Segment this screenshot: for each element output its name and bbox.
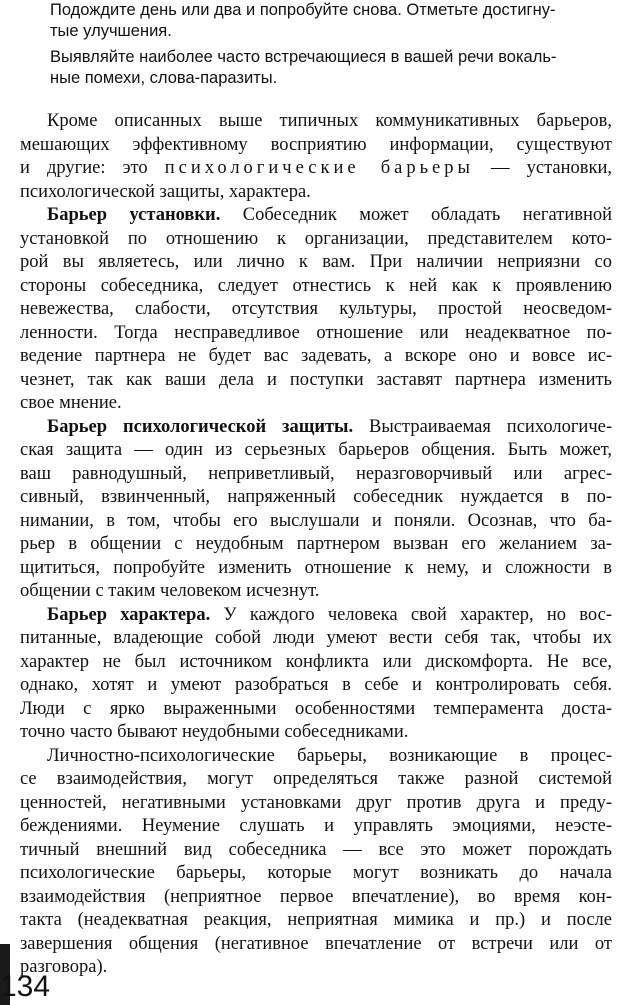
text-line: свое мнение. — [20, 393, 122, 413]
text-line: ская защита — один из серьезных барьеров общения. Быть может, — [20, 440, 612, 460]
text-fragment: У каждого человека свой характер, но вос- — [210, 604, 612, 625]
text-line — [20, 416, 612, 440]
text-line: общении с таким человеком исчезнут. — [20, 581, 320, 601]
emphasized-term: психологические барьеры — [164, 158, 474, 178]
text-line: психологические барьеры, которые могут возникать до начала — [20, 863, 612, 883]
text-line: нимании, в том, чтобы его выслушали и поняли. Осознав, что ба- — [20, 510, 612, 531]
paragraph-heading: Барьер психологической защиты. — [47, 416, 354, 437]
text-line: разговора). — [20, 957, 108, 977]
text-line: чезнет, так как ваши дела и поступки заставят партнера изменить — [20, 369, 612, 390]
text-line: такта (неадекватная реакция, неприятная мимика и пр.) и после — [20, 910, 612, 930]
text-line: характер не был источником конфликта или дискомфорта. Не все, — [20, 651, 612, 672]
text-line: тичный внешний вид собеседника — все это может порождать — [20, 839, 612, 860]
text-line: завершения общения (негативное впечатление от встречи или от — [20, 933, 612, 954]
top-notes — [50, 0, 605, 94]
text-fragment: и другие: это — [20, 158, 165, 178]
text-line: установкой по отношению к организации, представителем кото- — [20, 228, 612, 249]
text-line: Кроме описанных выше типичных коммуникативных барьеров, — [47, 111, 612, 131]
text-line: рьер в общении с неудобным партнером вызван его желанием за- — [20, 534, 612, 554]
text-line: взаимодействия (неприятное первое впечатление), во время кон- — [20, 886, 612, 907]
text-line: точно часто бывают неудобными собеседниками. — [20, 722, 409, 742]
text-line: се взаимодействия, могут определяться также разной системой — [20, 769, 612, 789]
top-note-1: Подождите день или два и попробуйте снова. Отметьте достигну- тые улучшения. — [50, 1, 556, 40]
main-text — [20, 110, 612, 980]
text-fragment: Собеседник может обладать негативной — [220, 205, 612, 225]
text-line: невежества, слабости, отсутствия культуры, простой неосведом- — [20, 299, 612, 319]
text-line: щититься, попробуйте изменить отношение к нему, и сложности в — [20, 557, 612, 578]
text-line — [20, 204, 612, 228]
paragraph-heading: Барьер характера. — [47, 604, 211, 625]
text-line: психологической защиты, характера. — [20, 181, 311, 202]
text-line: ценностей, негативными установками друг против друга и преду- — [20, 792, 612, 813]
text-fragment: — установки, — [473, 158, 612, 178]
text-line: ленности. Тогда несправедливое отношение или неадекватное по- — [20, 322, 612, 343]
text-line: сивный, взвинченный, напряженный собеседник нуждается в по- — [20, 487, 612, 507]
text-line: ведение партнера не будет вас задевать, а вскоре оно и вовсе ис- — [20, 346, 612, 366]
text-line — [20, 157, 612, 181]
text-line: Личностно-психологические барьеры, возникающие в процес- — [47, 745, 612, 766]
text-line: стороны собеседника, следует отнестись к ней как к проявлению — [20, 275, 612, 296]
text-line — [20, 604, 612, 628]
text-line: рой вы являетесь, или лично к вам. При наличии неприязни со — [20, 252, 612, 272]
paragraph — [20, 110, 612, 204]
top-note-2: Выявляйте наиболее часто встречающиеся в вашей речи вокаль- ные помехи, слова-паразиты. — [50, 48, 557, 87]
paragraph — [20, 745, 612, 980]
paragraph — [20, 204, 612, 416]
paragraph-heading: Барьер установки. — [47, 205, 221, 225]
paragraph — [20, 416, 612, 604]
text-line: питанные, владеющие собой люди умеют вести себя так, чтобы их — [20, 628, 612, 648]
text-line: ваш равнодушный, неприветливый, неразговорчивый или агрес- — [20, 463, 612, 484]
text-line: мешающих эффективному восприятию информации, существуют — [20, 134, 612, 155]
text-line: однако, хотят и умеют разобраться в себе и контролировать себя. — [20, 675, 612, 695]
page-number: 134 — [0, 970, 51, 1003]
text-line: беждениями. Неумение слушать и управлять эмоциями, неэсте- — [20, 816, 612, 836]
paragraph — [20, 604, 612, 745]
text-line: Люди с ярко выраженными особенностями темперамента доста- — [20, 698, 612, 719]
text-fragment: Выстраиваемая психологиче- — [353, 416, 612, 437]
